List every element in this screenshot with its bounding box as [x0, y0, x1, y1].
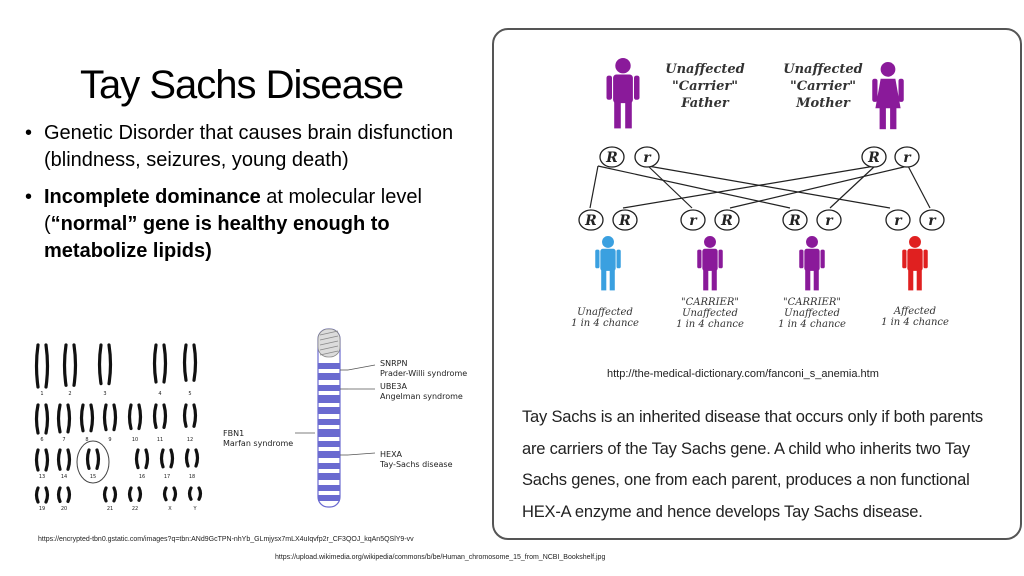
svg-text:r: r	[689, 213, 697, 229]
chromosome-glyph	[137, 450, 139, 468]
allele-circle	[862, 147, 886, 167]
karyotype-number-label: 3	[103, 391, 107, 397]
chromosome-glyph	[164, 345, 166, 382]
child-figure	[799, 236, 825, 290]
slide-title: Tay Sachs Disease	[80, 63, 404, 107]
chromosome-glyph	[199, 488, 201, 499]
father-label-line1: Unaffected	[665, 62, 745, 77]
chromosome-glyph	[46, 488, 48, 502]
bullet-item	[22, 120, 462, 174]
karyotype-number-label: 8	[85, 437, 89, 443]
karyotype-number-label: 2	[68, 391, 72, 397]
chromosome-band	[318, 373, 340, 380]
chromosome-glyph	[46, 405, 48, 433]
chromosome-glyph	[37, 488, 39, 502]
svg-text:r: r	[903, 150, 911, 166]
fbn1-label: FBN1	[223, 429, 245, 438]
allele-circle	[681, 210, 705, 230]
mother-figure	[872, 62, 904, 129]
chromosome-glyph	[194, 405, 196, 426]
chromosome-glyph	[91, 405, 93, 431]
svg-text:r: r	[643, 150, 651, 166]
chromosome-glyph	[139, 488, 141, 500]
child3-line2: 1 in 4 chance	[778, 319, 846, 330]
bullet-dot-icon: •	[25, 186, 33, 208]
allele-circle	[579, 210, 603, 230]
karyotype-number-label: 7	[62, 437, 66, 443]
tay-sachs-label: Tay-Sachs disease	[380, 460, 453, 469]
chromosome-band	[318, 419, 340, 425]
karyotype-number-label: 9	[108, 437, 112, 443]
allele-circle	[783, 210, 807, 230]
chromosome-glyph	[68, 405, 70, 432]
karyotype-number-label: 10	[131, 437, 139, 443]
karyotype-number-label: X	[168, 506, 172, 512]
allele-circle	[600, 147, 624, 167]
source-url: http://the-medical-dictionary.com/fanconi_s_anemia.htm	[607, 368, 879, 380]
chromosome-glyph	[59, 450, 61, 469]
child1-line1: Unaffected	[577, 307, 633, 318]
karyotype-number-label: 6	[40, 437, 44, 443]
chromosome-band	[318, 385, 340, 391]
chromosome-glyph	[68, 488, 70, 501]
child3-line1: Unaffected	[784, 308, 840, 319]
bullet-bold-term: Incomplete dominance	[44, 186, 261, 208]
bullet-bold-phrase: “normal” gene is healthy enough to metabolize lipids)	[44, 213, 390, 262]
chromosome-glyph	[155, 405, 157, 427]
karyotype-number-label: 11	[156, 437, 164, 443]
karyotype-number-label: 14	[60, 474, 68, 480]
mother-label-line2: "Carrier"	[789, 79, 857, 94]
bullet-list	[22, 120, 462, 265]
chromosome-band	[318, 495, 340, 501]
svg-text:R: R	[619, 213, 631, 229]
allele-circle	[886, 210, 910, 230]
karyotype-number-label: Y	[193, 506, 197, 512]
chromosome-glyph	[105, 488, 107, 501]
allele-circle	[613, 210, 637, 230]
chromosome-glyph	[82, 405, 84, 431]
bullet-dot-icon: •	[25, 122, 33, 144]
svg-text:R: R	[789, 213, 801, 229]
allele-circle	[895, 147, 919, 167]
child2-line2: 1 in 4 chance	[676, 319, 744, 330]
chromosome-glyph	[88, 450, 90, 468]
karyotype-number-label: 17	[163, 474, 171, 480]
chromosome-glyph	[187, 450, 189, 466]
svg-text:R: R	[606, 150, 618, 166]
chromosome-band	[318, 473, 340, 480]
karyotype-number-label: 18	[188, 474, 196, 480]
chromosome-band	[318, 485, 340, 491]
disease-description: Tay Sachs is an inherited disease that occurs only if both parents are carriers of the Tay Sachs gene. A child who inherits two Tay Sachs genes, one from each parent, produces a non functional HEX-A enzyme and hence develops Tay Sachs disease.	[522, 408, 983, 521]
karyotype-number-label: 12	[186, 437, 194, 443]
chromosome-glyph	[155, 345, 157, 382]
svg-text:r: r	[928, 213, 936, 229]
chromosome-glyph	[97, 450, 99, 468]
karyotype-image	[30, 340, 210, 525]
father-figure	[607, 58, 640, 128]
chromosome-source-url: https://upload.wikimedia.org/wikipedia/commons/b/be/Human_chromosome_15_from_NCBI_Bookshelf.jpg	[275, 554, 606, 561]
svg-text:R: R	[868, 150, 880, 166]
prader-willi-label: Prader-Willi syndrome	[380, 369, 468, 378]
karyotype-number-label: 1	[40, 391, 44, 397]
hexa-label: HEXA	[380, 450, 403, 459]
bullet-text: Genetic Disorder that causes brain disfunction (blindness, seizures, young death)	[44, 122, 454, 171]
karyotype-number-label: 13	[38, 474, 46, 480]
mother-label-line1: Unaffected	[783, 62, 863, 77]
karyotype-number-label: 15	[89, 474, 97, 480]
chromosome-glyph	[59, 488, 61, 501]
chromosome-glyph	[139, 405, 141, 429]
marfan-label: Marfan syndrome	[223, 439, 294, 448]
allele-circle	[635, 147, 659, 167]
inheritance-diagram	[500, 40, 990, 340]
allele-circle	[920, 210, 944, 230]
child4-line1: Affected	[893, 306, 937, 317]
karyotype-number-label: 21	[106, 506, 114, 512]
chromosome-glyph	[37, 450, 39, 470]
chromosome-glyph	[162, 450, 164, 467]
karyotype-number-label: 19	[38, 506, 46, 512]
chromosome-glyph	[164, 405, 166, 427]
chromosome-glyph	[146, 450, 148, 468]
chromosome-glyph	[46, 450, 48, 470]
chromosome-glyph	[68, 450, 70, 469]
mother-label-line3: Mother	[796, 96, 850, 111]
angelman-label: Angelman syndrome	[380, 392, 463, 401]
chromosome-band	[318, 463, 340, 469]
chromosome-glyph	[130, 405, 132, 429]
chromosome-band	[318, 407, 340, 414]
chromosome-glyph	[174, 488, 176, 500]
chromosome-glyph	[59, 405, 61, 432]
chromosome-glyph	[194, 345, 196, 380]
chromosome-glyph	[109, 345, 111, 384]
allele-circle	[715, 210, 739, 230]
chromosome-glyph	[46, 345, 48, 387]
child2-line0: "CARRIER"	[681, 297, 739, 308]
chromosome-glyph	[171, 450, 173, 467]
chromosome-glyph	[196, 450, 198, 466]
karyotype-number-label: 4	[158, 391, 162, 397]
chromosome-glyph	[37, 345, 39, 387]
svg-text:R: R	[585, 213, 597, 229]
father-label-line3: Father	[681, 96, 729, 111]
chromosome-glyph	[105, 405, 107, 430]
chromosome-glyph	[185, 405, 187, 426]
chromosome-band	[318, 363, 340, 369]
chromosome-band	[318, 429, 340, 437]
ube3a-label: UBE3A	[380, 382, 407, 391]
karyotype-number-label: 16	[138, 474, 146, 480]
karyotype-number-label: 22	[131, 506, 139, 512]
chromosome-band	[318, 395, 340, 403]
chromosome-15-ideogram	[220, 325, 490, 515]
chromosome-glyph	[114, 488, 116, 501]
father-label-line2: "Carrier"	[671, 79, 739, 94]
svg-text:r: r	[894, 213, 902, 229]
child2-line1: Unaffected	[682, 308, 738, 319]
svg-text:R: R	[721, 213, 733, 229]
karyotype-source-url: https://encrypted-tbn0.gstatic.com/images?q=tbn:ANd9GcTPN-nhYb_GLmjysx7mLX4uIqvfp2r_CF3QOJ_kqAn5QSlY9-vv	[38, 536, 414, 543]
chromosome-glyph	[190, 488, 192, 499]
svg-text:r: r	[825, 213, 833, 229]
chromosome-glyph	[65, 345, 67, 385]
karyotype-number-label: 20	[60, 506, 68, 512]
bullet-text: at molecular level (	[44, 186, 422, 235]
chromosome-glyph	[185, 345, 187, 380]
snrpn-label: SNRPN	[380, 359, 408, 368]
karyotype-number-label: 5	[188, 391, 192, 397]
chromosome-glyph	[37, 405, 39, 433]
child-figure	[595, 236, 621, 290]
chromosome-glyph	[100, 345, 102, 384]
child-figure	[902, 236, 928, 290]
chromosome-glyph	[130, 488, 132, 500]
child3-line0: "CARRIER"	[783, 297, 841, 308]
chromosome-band	[318, 451, 340, 458]
child4-line2: 1 in 4 chance	[881, 317, 949, 328]
chromosome-glyph	[165, 488, 167, 500]
allele-circle	[817, 210, 841, 230]
child-figure	[697, 236, 723, 290]
chromosome-glyph	[114, 405, 116, 430]
child1-line2: 1 in 4 chance	[571, 318, 639, 329]
chromosome-band	[318, 441, 340, 447]
chromosome-glyph	[74, 345, 76, 385]
bullet-item	[22, 184, 462, 265]
